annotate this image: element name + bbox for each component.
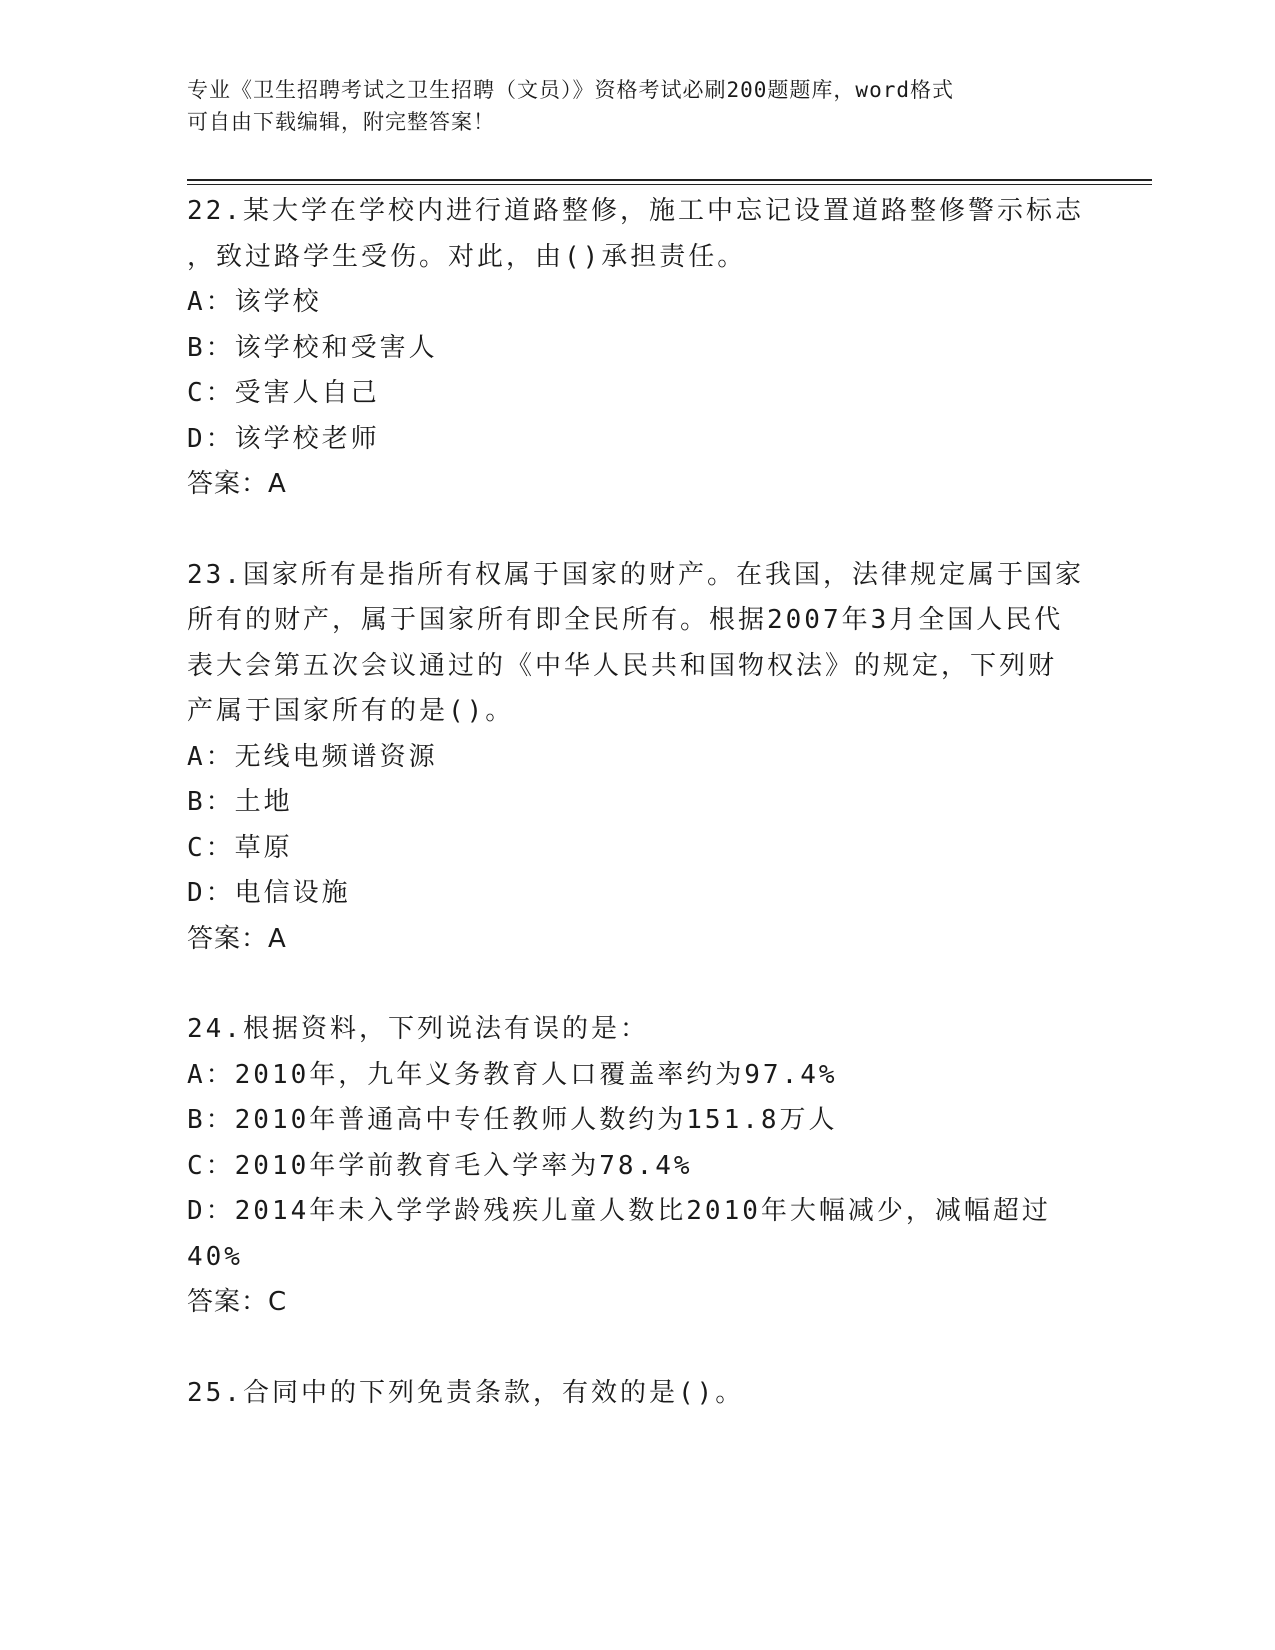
question-spacer [187, 1326, 1087, 1371]
question-stem-line: ，致过路学生受伤。对此，由()承担责任。 [187, 241, 747, 272]
option-b: B：2010年普通高中专任教师人数约为151.8万人 [187, 1105, 838, 1135]
question-stem-line: 24.根据资料，下列说法有误的是： [187, 1014, 649, 1044]
question-stem-line: 表大会第五次会议通过的《中华人民共和国物权法》的规定，下列财 [187, 650, 1058, 681]
question-24 [187, 1007, 1087, 1326]
option-d: D：电信设施 [187, 878, 351, 908]
header-divider-thin [187, 184, 1152, 185]
option-a: A：2010年，九年义务教育人口覆盖率约为97.4% [187, 1059, 838, 1090]
question-22 [187, 189, 1087, 508]
header-subtitle-line: 可自由下载编辑，附完整答案！ [187, 110, 495, 134]
question-stem-line: 22.某大学在学校内进行道路整修，施工中忘记设置道路整修警示标志 [187, 196, 1084, 226]
question-stem-line: 25.合同中的下列免责条款，有效的是()。 [187, 1377, 745, 1408]
question-stem-line: 所有的财产，属于国家所有即全民所有。根据2007年3月全国人民代 [187, 605, 1064, 635]
option-d: D：2014年未入学学龄残疾儿童人数比2010年大幅减少，减幅超过 [187, 1196, 1051, 1226]
question-23 [187, 553, 1087, 963]
answer-line: 答案：A [187, 469, 287, 499]
option-c: C：2010年学前教育毛入学率为78.4% [187, 1150, 693, 1181]
option-b: B：土地 [187, 787, 293, 817]
option-c: C：草原 [187, 832, 293, 863]
option-d-continuation: 40% [187, 1241, 243, 1272]
option-a: A：该学校 [187, 287, 322, 317]
question-list [187, 189, 1087, 1416]
header-title-line: 专业《卫生招聘考试之卫生招聘（文员）》资格考试必刷200题题库，word格式 [187, 78, 954, 102]
option-d: D：该学校老师 [187, 423, 380, 454]
answer-line: 答案：A [187, 923, 287, 954]
option-a: A：无线电频谱资源 [187, 741, 438, 772]
question-spacer [187, 508, 1087, 553]
question-spacer [187, 962, 1087, 1007]
question-stem-line: 23.国家所有是指所有权属于国家的财产。在我国，法律规定属于国家 [187, 559, 1084, 590]
option-b: B：该学校和受害人 [187, 332, 438, 363]
document-header [187, 74, 1087, 138]
header-divider-thick [187, 179, 1152, 181]
question-stem-line: 产属于国家所有的是()。 [187, 696, 515, 726]
question-25 [187, 1371, 1087, 1417]
option-c: C：受害人自己 [187, 378, 380, 408]
answer-line: 答案：C [187, 1287, 288, 1317]
